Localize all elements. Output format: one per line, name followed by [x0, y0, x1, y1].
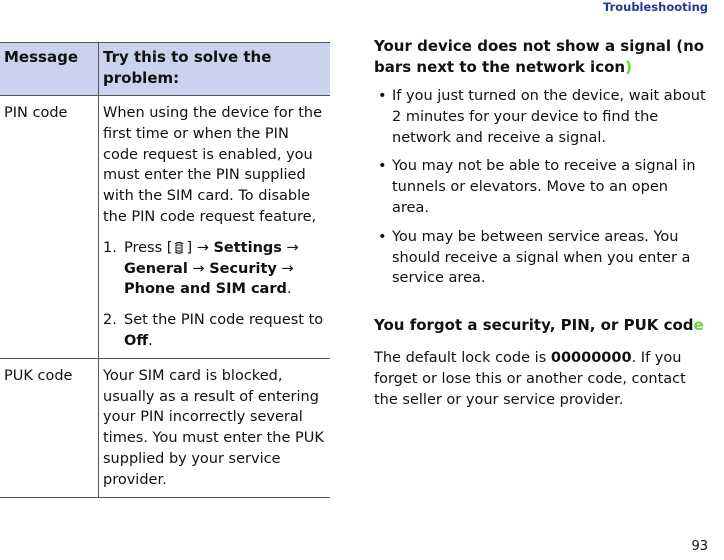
message-cell: PIN code [0, 96, 99, 359]
message-cell: PUK code [0, 358, 99, 497]
section-heading-accent: e [693, 316, 704, 335]
column-header-fix: Try this to solve the problem: [99, 43, 331, 96]
page-header [0, 0, 724, 16]
step-end: . [286, 281, 292, 298]
column-header-message: Message [0, 43, 99, 96]
troubleshooting-table [0, 42, 330, 498]
table-row [0, 358, 330, 497]
step-number: 1. [103, 239, 117, 256]
bullet-icon: • [378, 158, 387, 175]
right-column [374, 36, 708, 411]
fix-intro: When using the device for the first time or when the PIN code request is enabled, you must enter the PIN supplied with the SIM card. To disable the PIN code request feature, [103, 105, 323, 225]
step-item [103, 238, 324, 300]
list-item [374, 86, 708, 148]
bullet-icon: • [378, 88, 387, 104]
code-section [374, 315, 708, 410]
menu-security: Security [209, 260, 277, 277]
step-after-icon: ] → [186, 239, 214, 256]
table-row [0, 96, 330, 359]
list-item [374, 156, 708, 218]
bullet-list [374, 86, 708, 289]
step-text [124, 238, 324, 300]
step-number: 2. [103, 312, 117, 329]
menu-settings: Settings [213, 239, 282, 256]
section-paragraph [374, 348, 708, 410]
paragraph-rest: . If you forget or lose this or another code, contact the seller or your service provider. [374, 350, 686, 408]
signal-section [374, 36, 708, 289]
phone-menu-icon [172, 240, 186, 254]
section-heading-text: Your device does not show a signal (no bars next to the network icon [374, 37, 705, 76]
list-item-text: You may be between service areas. You should receive a signal when you enter a service area. [392, 228, 691, 287]
menu-general: General [124, 260, 188, 277]
step-text-lead: Set the PIN code request to [124, 312, 324, 329]
option-off: Off [124, 332, 149, 349]
step-press-text: Press [ [124, 239, 173, 256]
page-number: 93 [691, 539, 708, 554]
menu-phone-sim: Phone and SIM card [124, 281, 287, 298]
list-item [374, 227, 708, 289]
section-heading-accent: ) [625, 58, 632, 76]
table-header-row [0, 43, 330, 96]
bullet-icon: • [378, 228, 387, 245]
fix-cell [99, 96, 331, 359]
section-heading-text: You forgot a security, PIN, or PUK cod [374, 316, 694, 335]
section-heading [374, 315, 708, 336]
paragraph-lead: The default lock code is [374, 350, 551, 367]
fix-cell: Your SIM card is blocked, usually as a result of entering your PIN incorrectly several times. You must enter the PUK supplied by your service provider. [99, 358, 331, 497]
section-heading [374, 36, 708, 78]
list-item-text: If you just turned on the device, wait about 2 minutes for your device to find the network and receive a signal. [392, 88, 706, 146]
step-item [103, 310, 324, 352]
list-item-text: You may not be able to receive a signal in tunnels or elevators. Move to an open area. [392, 158, 696, 216]
default-lock-code: 00000000 [550, 350, 632, 367]
header-title: Troubleshooting [602, 0, 708, 14]
arrow-separator: → [281, 239, 299, 256]
arrow-separator: → [187, 260, 210, 277]
arrow-separator: → [276, 260, 294, 277]
step-end: . [148, 332, 153, 349]
step-text [124, 310, 324, 352]
